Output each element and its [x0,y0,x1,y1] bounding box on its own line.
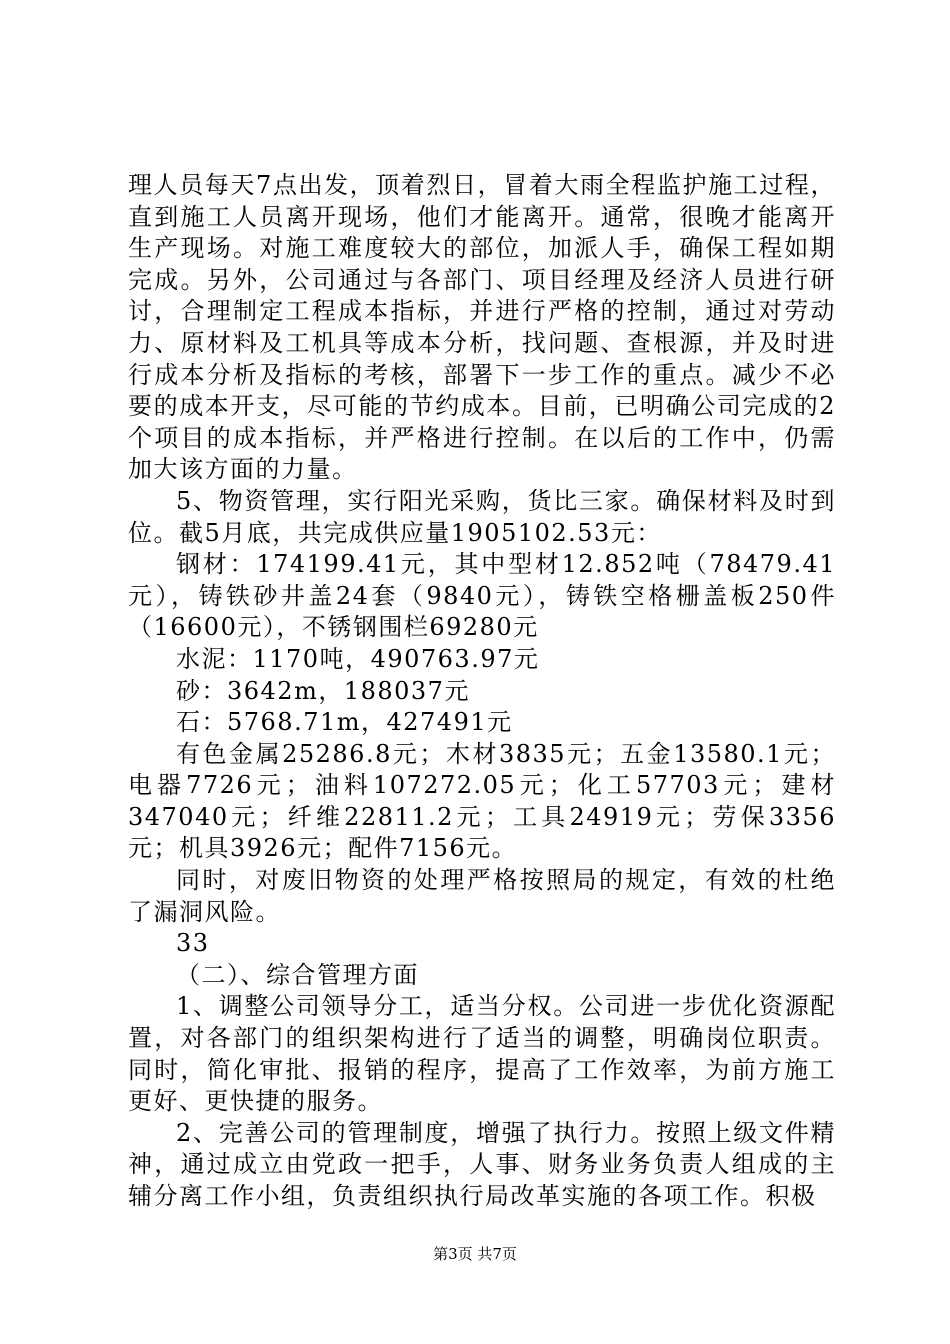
paragraph-materials-management: 5、物资管理，实行阳光采购，货比三家。确保材料及时到位。截5月底，共完成供应量1905102.53元： [128,486,836,547]
paragraph-cement: 水泥：1170吨，490763.97元 [176,644,540,673]
document-body [128,170,836,1213]
paragraph-waste-materials: 同时，对废旧物资的处理严格按照局的规定，有效的杜绝了漏洞风险。 [128,866,836,926]
section-heading-general-management: （二）、综合管理方面 [176,960,419,989]
paragraph-continued-cost-control: 理人员每天7点出发，顶着烈日，冒着大雨全程监护施工过程，直到施工人员离开现场，他们才能离开。通常，很晚才能离开生产现场。对施工难度较大的部位，加派人手，确保工程如期完成。另外，公司通过与各部门、项目经理及经济人员进行研讨，合理制定工程成本指标，并进行严格的控制，通过对劳动力、原材料及工机具等成本分析，找问题、查根源，并及时进行成本分析及指标的考核，部署下一步工作的重点。减少不必要的成本开支，尽可能的节约成本。目前，已明确公司完成的2个项目的成本指标，并严格进行控制。在以后的工作中，仍需加大该方面的力量。 [128,171,836,484]
paragraph-management-system: 2、完善公司的管理制度，增强了执行力。按照上级文件精神，通过成立由党政一把手，人事、财务业务负责人组成的主辅分离工作小组，负责组织执行局改革实施的各项工作。积极 [128,1118,836,1210]
paragraph-other-materials: 有色金属25286.8元；木材3835元；五金13580.1元；电器7726元；油料107272.05元；化工57703元；建材347040元；纤维22811.2元；工具24919元；劳保3356元；机具3926元；配件7156元。 [128,739,836,863]
paragraph-steel: 钢材：174199.41元，其中型材12.852吨（78479.41元），铸铁砂井盖24套（9840元），铸铁空格栅盖板250件（16600元），不锈钢围栏69280元 [128,550,836,642]
paragraph-sand: 砂：3642m，188037元 [176,676,470,705]
page-footer [0,1244,950,1264]
paragraph-number: 33 [176,929,210,958]
paragraph-stone: 石：5768.71m，427491元 [176,708,513,737]
paragraph-leadership-adjustment: 1、调整公司领导分工，适当分权。公司进一步优化资源配置，对各部门的组织架构进行了适当的调整，明确岗位职责。同时，简化审批、报销的程序，提高了工作效率，为前方施工更好、更快捷的服务。 [128,992,836,1116]
page-number-label: 第3页 共7页 [433,1245,517,1263]
